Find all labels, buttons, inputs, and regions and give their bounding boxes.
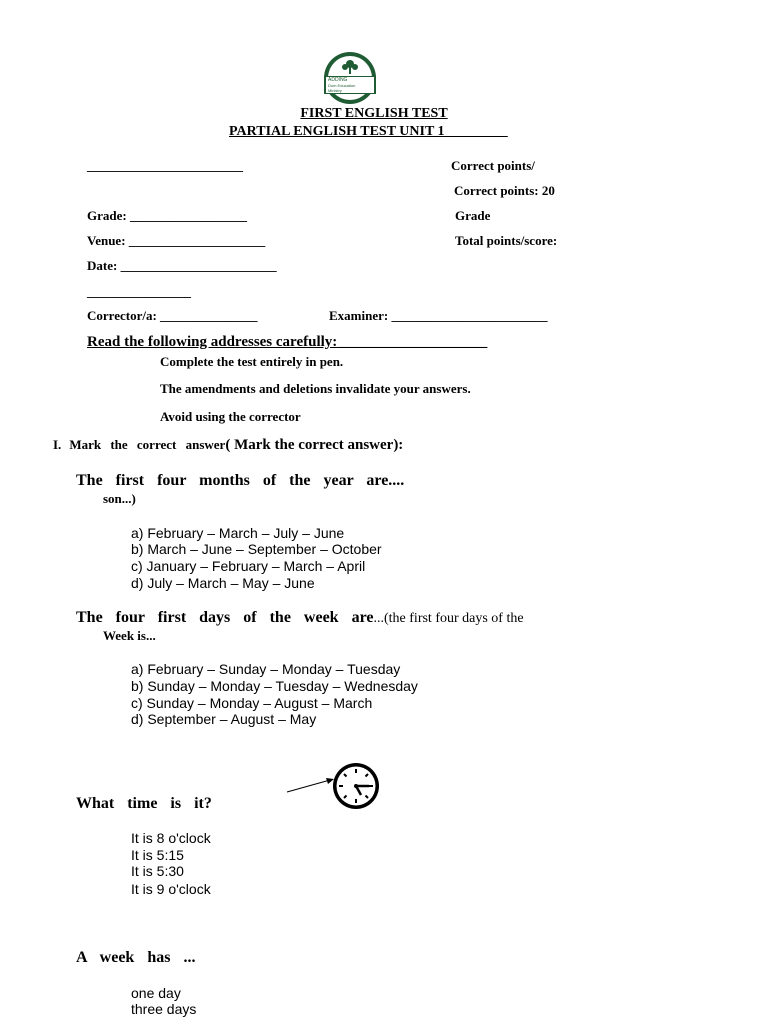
test-subtitle (229, 124, 508, 140)
section-small-text: Mark the correct answer (69, 437, 226, 452)
correct-points-label-b: Correct points: 20 (454, 183, 555, 198)
answer-option[interactable]: a) February – Sunday – Monday – Tuesday (131, 661, 401, 677)
logo-text-top: ADDING (328, 77, 348, 83)
question-2-text: The four first days of the week are (76, 609, 374, 626)
examiner-field[interactable]: Examiner: ________________________ (329, 308, 548, 323)
logo-text-bot: Ministry (328, 88, 342, 93)
answer-option[interactable]: three days (131, 1001, 197, 1017)
test-title: FIRST ENGLISH TEST (300, 106, 448, 121)
clock-icon (333, 763, 379, 809)
date-field[interactable]: Date: ________________________ (87, 258, 277, 273)
instructions-heading-text: Read the following addresses carefully: (87, 334, 338, 350)
answer-option[interactable]: It is 8 o'clock (131, 830, 211, 846)
question-1-continuation: son...) (103, 491, 136, 506)
instructions-heading-blank: ____________________ (337, 334, 488, 350)
answer-option[interactable]: b) March – June – September – October (131, 541, 382, 557)
instruction-item: The amendments and deletions invalidate your answers. (160, 381, 471, 396)
instruction-item: Complete the test entirely in pen. (160, 354, 344, 369)
answer-option[interactable]: c) Sunday – Monday – August – March (131, 695, 373, 711)
answer-option[interactable]: It is 9 o'clock (131, 881, 211, 897)
extra-field-line[interactable]: ________________ (87, 284, 191, 299)
correct-points-label-a: Correct points/ (451, 158, 535, 173)
answer-option[interactable]: b) Sunday – Monday – Tuesday – Wednesday (131, 678, 418, 694)
answer-option[interactable]: a) February – March – July – June (131, 525, 345, 541)
answer-option[interactable]: one day (131, 985, 181, 1001)
question-3-text: What time is it? (76, 795, 212, 812)
section-1-heading (53, 436, 403, 454)
answer-option[interactable]: d) July – March – May – June (131, 575, 315, 591)
answer-option[interactable]: c) January – February – March – April (131, 558, 366, 574)
total-score-label: Total points/score: (455, 233, 558, 248)
subtitle-text: PARTIAL ENGLISH TEST UNIT 1 (229, 124, 445, 139)
question-2-text-tail: ...(the first four days of the (373, 611, 524, 626)
question-4-text: A week has ... (76, 949, 196, 966)
instruction-item: Avoid using the corrector (160, 409, 301, 424)
grade-label-right: Grade (455, 208, 491, 223)
question-2-continuation: Week is... (103, 628, 156, 643)
clock-illustration (286, 760, 382, 817)
logo-text-mid: Dom Education (328, 83, 356, 88)
question-1-text: The first four months of the year are.... (76, 472, 405, 489)
name-field-line[interactable]: ________________________ (87, 158, 243, 173)
grade-field[interactable]: Grade: __________________ (87, 208, 247, 223)
answer-option[interactable]: It is 5:15 (131, 847, 184, 863)
subtitle-blank: _________ (444, 124, 508, 139)
answer-option[interactable]: It is 5:30 (131, 863, 184, 879)
section-big-text: ( Mark the correct answer): (225, 437, 404, 453)
instructions-heading (87, 334, 487, 351)
corrector-field[interactable]: Corrector/a: _______________ (87, 308, 258, 323)
section-label: I. (53, 437, 62, 452)
venue-field[interactable]: Venue: _____________________ (87, 233, 266, 248)
school-logo (322, 52, 378, 104)
answer-option[interactable]: d) September – August – May (131, 711, 317, 727)
question-2-text-line (76, 609, 524, 627)
